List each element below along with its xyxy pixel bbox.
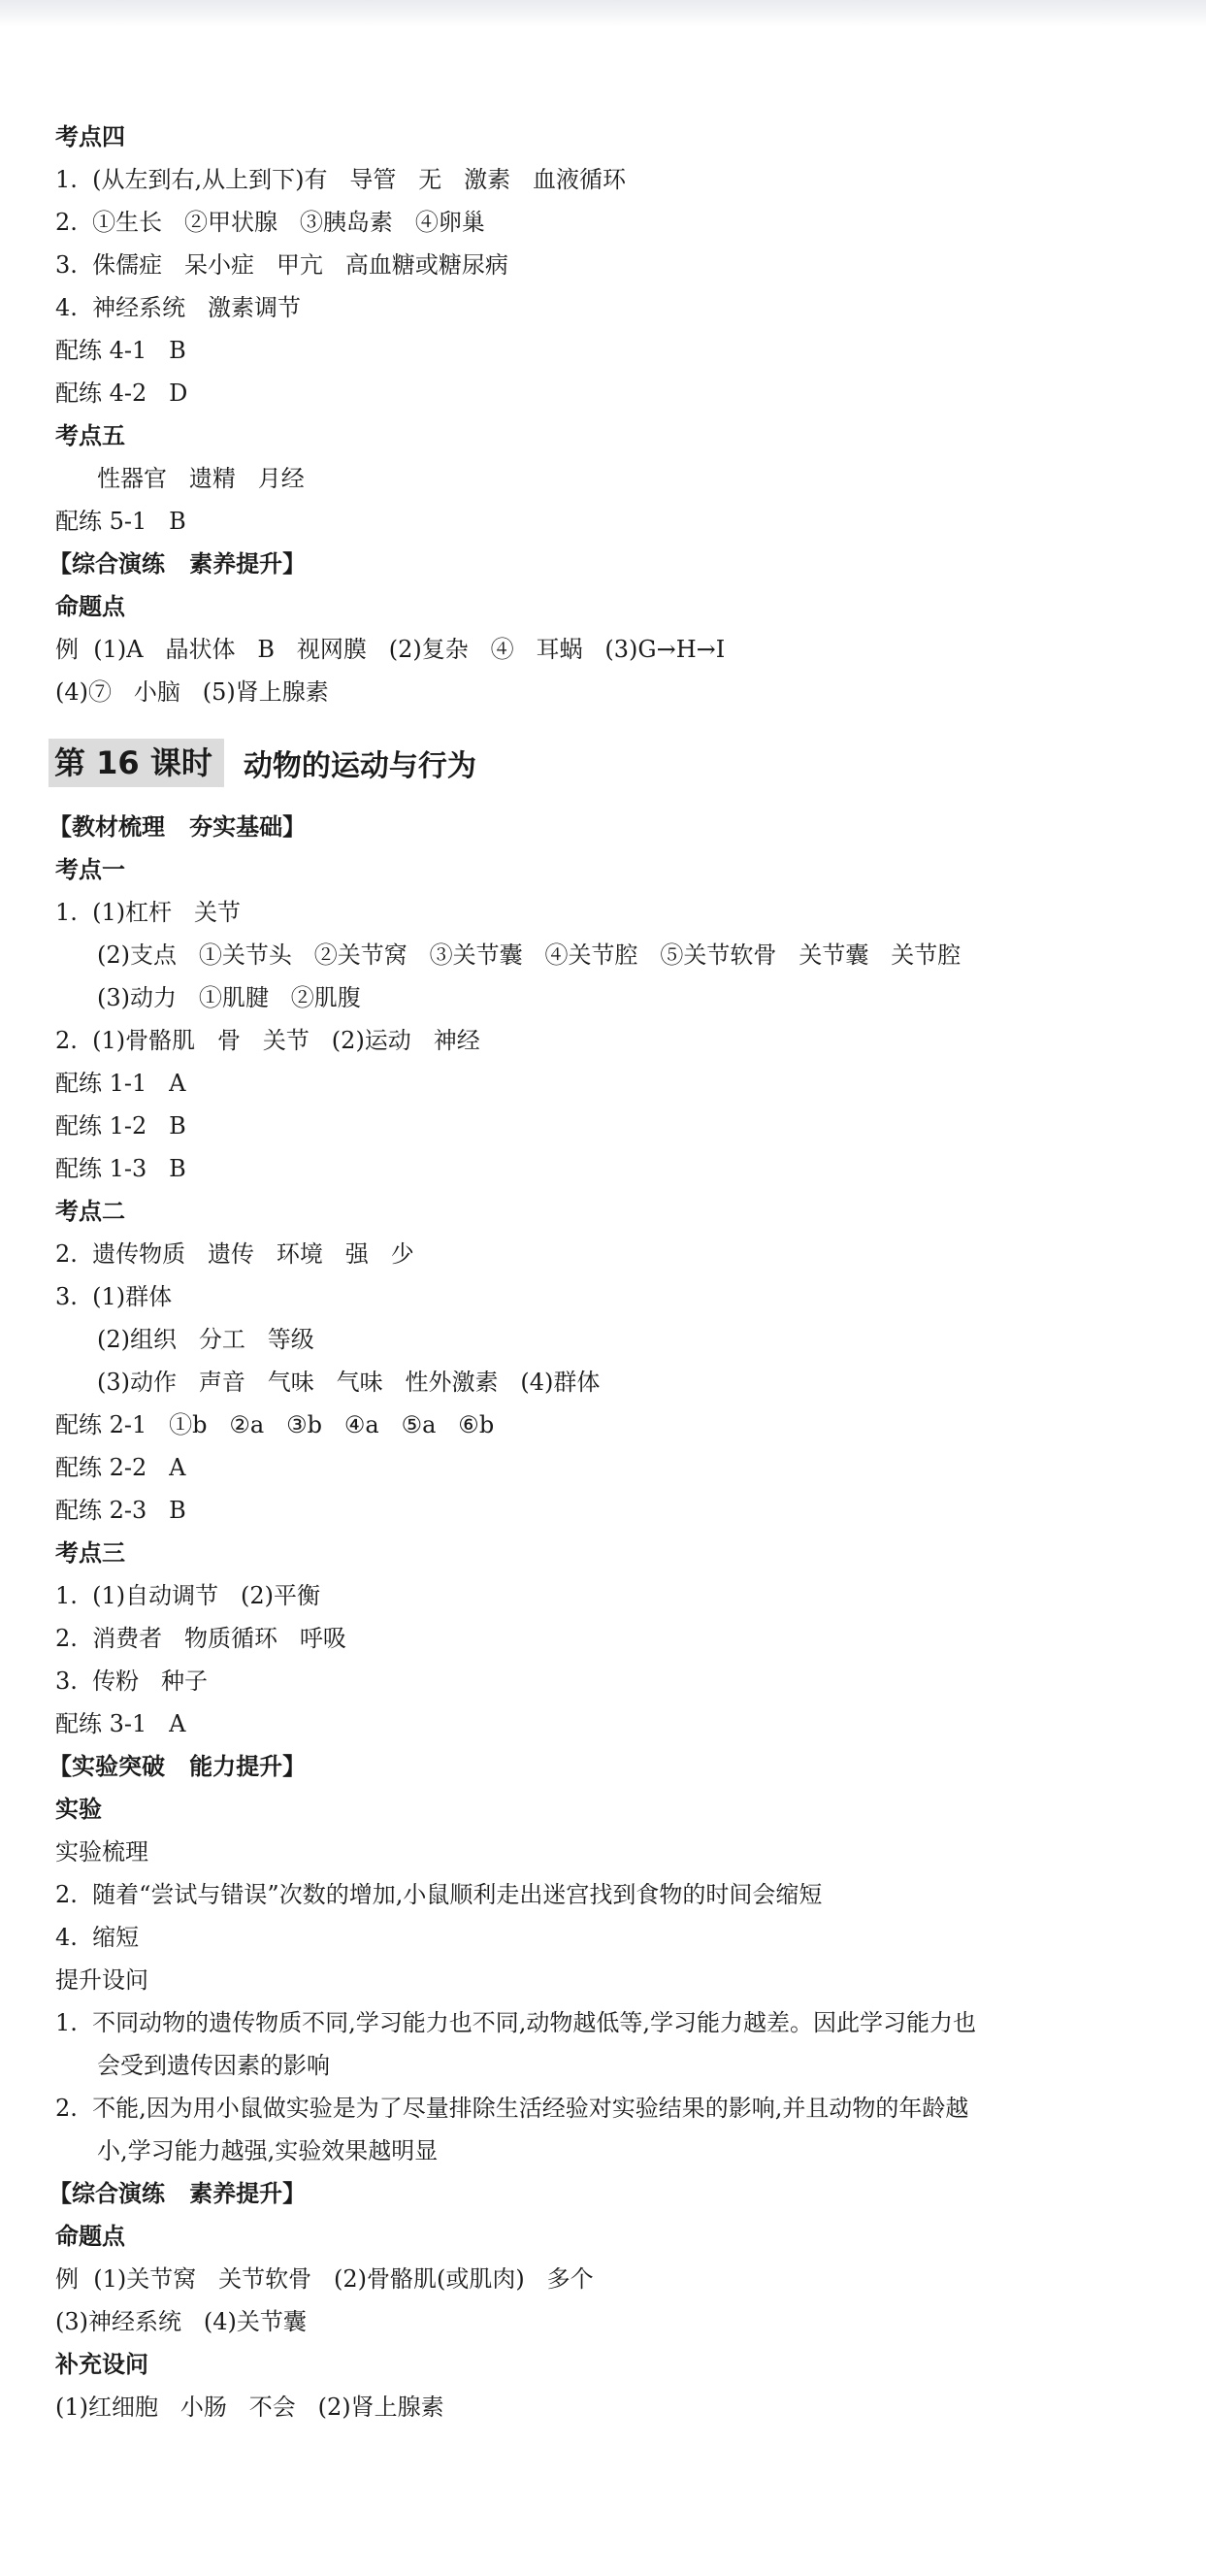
lesson-number: 第 16 课时 (49, 739, 224, 787)
answer-line: 4. 神经系统 激素调节 (55, 294, 302, 321)
heading-kaodian-5: 考点五 (55, 422, 125, 449)
subheading: 提升设问 (55, 1966, 148, 1994)
example-answer: 例 (1)A 晶状体 B 视网膜 (2)复杂 ④ 耳蜗 (3)G→H→I (55, 636, 726, 663)
heading-mingtidian: 命题点 (55, 2223, 125, 2250)
section-heading: 【实验突破 能力提升】 (49, 1753, 307, 1780)
practice-answer: 配练 1-1 A (55, 1070, 186, 1097)
section-heading: 【教材梳理 夯实基础】 (49, 813, 307, 841)
answer-line: 会受到遗传因素的影响 (97, 2052, 330, 2079)
answer-line: 2. ①生长 ②甲状腺 ③胰岛素 ④卵巢 (55, 209, 485, 236)
practice-answer: 配练 4-2 D (55, 380, 188, 407)
answer-line: 2. (1)骨骼肌 骨 关节 (2)运动 神经 (55, 1027, 480, 1054)
practice-answer: 配练 3-1 A (55, 1710, 186, 1737)
answer-line: 性器官 遗精 月经 (97, 465, 305, 492)
heading-shiyan: 实验 (55, 1796, 102, 1823)
answer-line: 2. 遗传物质 遗传 环境 强 少 (55, 1240, 414, 1268)
top-shadow (0, 0, 1206, 27)
practice-answer: 配练 2-1 ①b ②a ③b ④a ⑤a ⑥b (55, 1411, 495, 1438)
section-heading: 【综合演练 素养提升】 (49, 2180, 307, 2207)
heading-buchong: 补充设问 (55, 2351, 148, 2378)
answer-line: 1. (1)自动调节 (2)平衡 (55, 1582, 321, 1609)
answer-line: (1)红细胞 小肠 不会 (2)肾上腺素 (55, 2394, 444, 2421)
answer-line: 小,学习能力越强,实验效果越明显 (97, 2137, 439, 2164)
practice-answer: 配练 1-3 B (55, 1155, 186, 1182)
answer-line: 2. 不能,因为用小鼠做实验是为了尽量排除生活经验对实验结果的影响,并且动物的年龄越 (55, 2095, 969, 2122)
practice-answer: 配练 1-2 B (55, 1112, 186, 1139)
answer-line: 4. 缩短 (55, 1924, 140, 1951)
answer-line: 2. 随着“尝试与错误”次数的增加,小鼠顺利走出迷宫找到食物的时间会缩短 (55, 1881, 823, 1908)
section-heading: 【综合演练 素养提升】 (49, 550, 307, 578)
practice-answer: 配练 2-2 A (55, 1454, 186, 1481)
answer-line: 3. 侏儒症 呆小症 甲亢 高血糖或糖尿病 (55, 251, 508, 279)
answer-line: (3)动力 ①肌腱 ②肌腹 (97, 984, 361, 1011)
heading-kaodian-1: 考点一 (55, 856, 125, 883)
answer-line: (3)动作 声音 气味 气味 性外激素 (4)群体 (97, 1369, 601, 1396)
chapter-title (49, 738, 476, 788)
answer-line: 2. 消费者 物质循环 呼吸 (55, 1625, 346, 1652)
heading-kaodian-3: 考点三 (55, 1539, 125, 1567)
practice-answer: 配练 2-3 B (55, 1497, 186, 1524)
heading-kaodian-2: 考点二 (55, 1198, 125, 1225)
answer-line: (2)支点 ①关节头 ②关节窝 ③关节囊 ④关节腔 ⑤关节软骨 关节囊 关节腔 (97, 941, 962, 969)
practice-answer: 配练 5-1 B (55, 508, 186, 535)
example-answer: (4)⑦ 小脑 (5)肾上腺素 (55, 678, 329, 706)
answer-line: 3. 传粉 种子 (55, 1668, 209, 1695)
practice-answer: 配练 4-1 B (55, 337, 186, 364)
lesson-title: 动物的运动与行为 (243, 749, 476, 783)
heading-mingtidian: 命题点 (55, 593, 125, 620)
heading-kaodian-4: 考点四 (55, 123, 125, 150)
answer-line: (2)组织 分工 等级 (97, 1326, 314, 1353)
subheading: 实验梳理 (55, 1838, 148, 1866)
example-answer: 例 (1)关节窝 关节软骨 (2)骨骼肌(或肌肉) 多个 (55, 2265, 594, 2293)
answer-line: 3. (1)群体 (55, 1283, 173, 1310)
answer-line: 1. (从左到右,从上到下)有 导管 无 激素 血液循环 (55, 166, 627, 193)
example-answer: (3)神经系统 (4)关节囊 (55, 2308, 307, 2335)
answer-line: 1. (1)杠杆 关节 (55, 899, 242, 926)
answer-line: 1. 不同动物的遗传物质不同,学习能力也不同,动物越低等,学习能力越差。因此学习能力也 (55, 2009, 977, 2036)
